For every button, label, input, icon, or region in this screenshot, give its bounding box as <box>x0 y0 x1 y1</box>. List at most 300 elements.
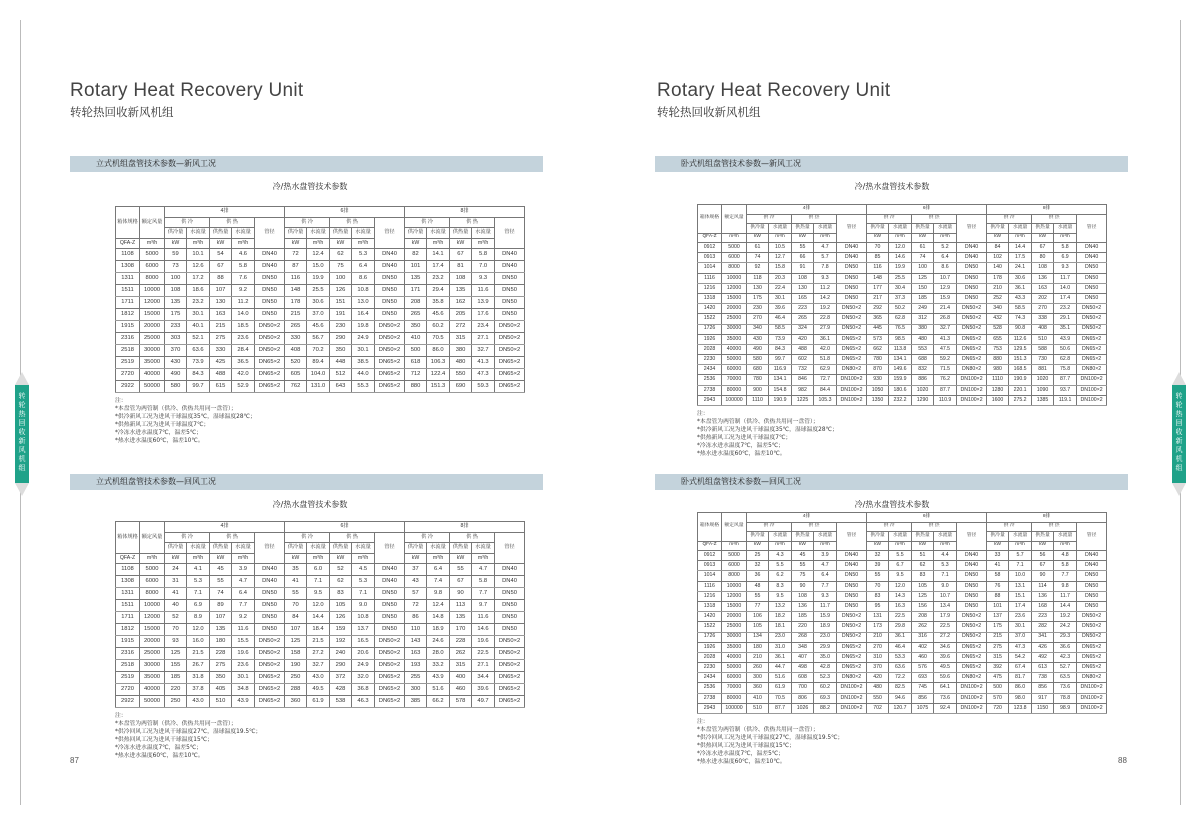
table-cell: 420 <box>792 334 814 344</box>
table-cell: 44.0 <box>352 369 375 381</box>
table-cell: 84.3 <box>769 344 792 354</box>
table-cell: 14.4 <box>1009 243 1032 253</box>
table-cell: DN65×2 <box>957 344 987 354</box>
table-cell: DN65×2 <box>495 696 525 708</box>
table-cell: 44.7 <box>769 663 792 673</box>
table-row <box>116 357 525 369</box>
table-cell: DN40 <box>957 253 987 263</box>
table-cell: 15000 <box>722 293 747 303</box>
unit-model: QFA-Z <box>116 553 140 564</box>
table-cell: 370 <box>867 663 889 673</box>
table-cell: 67 <box>210 261 232 273</box>
table-cell: 7.7 <box>1054 571 1077 581</box>
table-cell: DN40 <box>255 564 285 576</box>
table-cell: DN40 <box>837 551 867 561</box>
table-cell: DN50 <box>957 601 987 611</box>
table-cell: 28.4 <box>232 345 255 357</box>
table-cell: 303 <box>165 333 187 345</box>
table-cell: 52.1 <box>187 333 210 345</box>
table-cell: DN50 <box>255 309 285 321</box>
side-tab-char: 收 <box>18 428 26 436</box>
table-cell: 37.3 <box>889 293 912 303</box>
header-cooling: 供 冷 <box>285 217 330 228</box>
table-cell: 4.5 <box>352 564 375 576</box>
table-cell: 7.4 <box>427 576 450 588</box>
table-cell: DN50×2 <box>957 622 987 632</box>
table-cell: 385 <box>405 696 427 708</box>
table-cell: 7.6 <box>232 273 255 285</box>
header-heating: 供 热 <box>330 217 375 228</box>
header-row-count: 6排 <box>867 513 987 523</box>
table-cell: DN50×2 <box>255 345 285 357</box>
table-cell: 11.7 <box>814 601 837 611</box>
table-cell: 17.6 <box>472 309 495 321</box>
table-cell: 87.7 <box>1054 375 1077 385</box>
table-cell: 36.8 <box>352 684 375 696</box>
table-cell: DN65×2 <box>375 357 405 369</box>
header-pipe: 管径 <box>1077 522 1107 551</box>
table-cell: 85 <box>867 253 889 263</box>
table-cell: 73.6 <box>934 693 957 703</box>
table-cell: 693 <box>912 673 934 683</box>
table-cell: 55 <box>792 243 814 253</box>
table-cell: 2738 <box>698 693 722 703</box>
table-cell: 4.7 <box>472 564 495 576</box>
page-title-en: Rotary Heat Recovery Unit <box>70 80 304 101</box>
table-cell: DN50×2 <box>1077 324 1107 334</box>
table-cell: 16.4 <box>352 309 375 321</box>
header-row-count: 6排 <box>285 522 405 533</box>
table-cell: 4.7 <box>814 561 837 571</box>
table-cell: 86 <box>405 612 427 624</box>
table-cell: 32.7 <box>934 324 957 334</box>
side-tab-char: 轮 <box>1175 401 1183 409</box>
table-cell: 80 <box>1032 253 1054 263</box>
table-cell: 39.6 <box>472 684 495 696</box>
table-cell: 19.6 <box>472 636 495 648</box>
table-cell: 37.0 <box>307 309 330 321</box>
table-cell: 73 <box>165 261 187 273</box>
table-cell: 72 <box>285 249 307 261</box>
table-cell: DN40 <box>375 261 405 273</box>
table-cell: 95 <box>867 601 889 611</box>
table-cell: 1026 <box>792 703 814 713</box>
table-cell: 550 <box>867 693 889 703</box>
table-cell: 500 <box>987 683 1009 693</box>
table-cell: 185 <box>912 293 934 303</box>
table-cell: DN50×2 <box>255 660 285 672</box>
table-cell: 220 <box>792 622 814 632</box>
table-cell: 220 <box>165 684 187 696</box>
table-cell: 100 <box>912 263 934 273</box>
unit-flow: m³/h <box>352 238 375 249</box>
table-cell: 1116 <box>698 581 722 591</box>
table-cell: 32.0 <box>352 672 375 684</box>
table-cell: 324 <box>792 324 814 334</box>
table-cell: DN50 <box>1077 571 1107 581</box>
header-cool-cap: 供冷量 <box>987 532 1009 542</box>
table-cell: 40 <box>165 600 187 612</box>
table-cell: 7.7 <box>814 581 837 591</box>
table-cell: 7.1 <box>934 571 957 581</box>
table-cell: 588 <box>1032 344 1054 354</box>
table-cell: 25000 <box>140 333 165 345</box>
table-row <box>116 321 525 333</box>
table-cell: 688 <box>912 355 934 365</box>
table-cell: 67 <box>450 249 472 261</box>
table-cell: 22.5 <box>889 612 912 622</box>
table-cell: 16.0 <box>187 636 210 648</box>
table-cell: 14.0 <box>232 309 255 321</box>
table-row <box>698 652 1107 662</box>
table-cell: 23.4 <box>472 321 495 333</box>
table-cell: 171 <box>405 285 427 297</box>
table-cell: 125 <box>165 648 187 660</box>
side-tab-text <box>15 385 29 473</box>
table-cell: 1014 <box>698 571 722 581</box>
table-row <box>116 660 525 672</box>
table-cell: 9.2 <box>232 285 255 297</box>
table-cell: 108 <box>792 591 814 601</box>
unit-flow: m³/h <box>1009 233 1032 243</box>
table-cell: 5000 <box>722 551 747 561</box>
table-cell: 12000 <box>140 612 165 624</box>
unit-airflow: m³/h <box>722 233 747 243</box>
table-cell: 420 <box>867 673 889 683</box>
unit-flow: m³/h <box>1009 541 1032 551</box>
table-cell: 690 <box>450 381 472 393</box>
table-cell: 23.6 <box>232 660 255 672</box>
table-cell: 22.5 <box>934 622 957 632</box>
table-cell: 762 <box>285 381 307 393</box>
table-cell: 9.3 <box>472 273 495 285</box>
table-cell: 8.9 <box>187 612 210 624</box>
table-cell: 75 <box>330 261 352 273</box>
table-cell: DN65×2 <box>837 652 867 662</box>
table-cell: 15.0 <box>307 261 330 273</box>
table-cell: 9.5 <box>307 588 330 600</box>
table-cell: 5000 <box>140 249 165 261</box>
table-row <box>116 309 525 321</box>
table-cell: 165 <box>792 293 814 303</box>
table-cell: DN50 <box>837 591 867 601</box>
side-tab-char: 热 <box>18 410 26 418</box>
table-cell: 185 <box>792 612 814 622</box>
table-cell: 41.3 <box>934 334 957 344</box>
table-row <box>116 345 525 357</box>
table-cell: 5.7 <box>814 253 837 263</box>
table-cell: DN50×2 <box>375 636 405 648</box>
table-cell: 1318 <box>698 601 722 611</box>
table-cell: 17.5 <box>1009 253 1032 263</box>
table-cell: 22.5 <box>472 648 495 660</box>
table-cell: 426 <box>1032 642 1054 652</box>
side-tab-char: 热 <box>1175 410 1183 418</box>
header-heating: 供 热 <box>792 522 837 532</box>
table-cell: 880 <box>987 355 1009 365</box>
tab-arrow-top <box>15 372 29 385</box>
table-cell: 54.2 <box>1009 652 1032 662</box>
table-cell: 341 <box>1032 632 1054 642</box>
table-cell: 15000 <box>722 601 747 611</box>
table-cell: 116.9 <box>769 365 792 375</box>
note-line: *冷冻水进水温度7℃，温差5℃； <box>697 443 785 449</box>
unit-kw: kW <box>285 238 307 249</box>
table-row <box>698 334 1107 344</box>
table-cell: 870 <box>867 365 889 375</box>
table-cell: DN50×2 <box>375 345 405 357</box>
table-cell: 19.2 <box>1054 612 1077 622</box>
table-cell: 2518 <box>116 660 140 672</box>
table-cell: DN65×2 <box>255 684 285 696</box>
table-cell: 13.0 <box>352 297 375 309</box>
table-cell: 8000 <box>140 588 165 600</box>
header-water-flow: 水流量 <box>187 228 210 239</box>
header-cool-cap: 供冷量 <box>285 543 307 554</box>
table-cell: 288 <box>285 684 307 696</box>
table-cell: 60.2 <box>427 321 450 333</box>
table-cell: 500 <box>405 345 427 357</box>
header-cooling: 供 冷 <box>867 214 912 224</box>
table-cell: 0913 <box>698 253 722 263</box>
table-cell: 6.4 <box>814 571 837 581</box>
note-line: *冷冻水进水温度7℃，温差5℃； <box>697 751 785 757</box>
table-cell: 21.5 <box>307 636 330 648</box>
table-cell: 90.8 <box>1009 324 1032 334</box>
table-cell: 745 <box>912 683 934 693</box>
table-cell: DN50 <box>837 581 867 591</box>
table-row <box>698 263 1107 273</box>
table-row <box>698 314 1107 324</box>
header-water-flow: 水流量 <box>232 543 255 554</box>
table-cell: 720 <box>987 703 1009 713</box>
table-cell: 460 <box>450 684 472 696</box>
table-cell: 24.1 <box>1009 263 1032 273</box>
table-cell: DN50 <box>255 588 285 600</box>
table-cell: 407 <box>792 652 814 662</box>
table-cell: DN50 <box>255 285 285 297</box>
table-cell: DN50 <box>1077 293 1107 303</box>
table-cell: 573 <box>867 334 889 344</box>
note-line: *热水进水温度60℃，温差10℃。 <box>115 753 204 759</box>
table-cell: 6.4 <box>934 253 957 263</box>
unit-flow: m³/h <box>472 553 495 564</box>
table-cell: 250 <box>285 672 307 684</box>
table-cell: DN100×2 <box>837 703 867 713</box>
table-cell: 1108 <box>116 249 140 261</box>
table-cell: 20.6 <box>352 648 375 660</box>
table-cell: 9.0 <box>934 581 957 591</box>
table-cell: 2922 <box>116 696 140 708</box>
table-cell: 23.0 <box>769 632 792 642</box>
table-row <box>698 395 1107 405</box>
header-water-flow: 水流量 <box>769 532 792 542</box>
header-row-count: 8排 <box>405 522 525 533</box>
table-cell: 930 <box>867 375 889 385</box>
table-cell: 32.7 <box>307 660 330 672</box>
table-cell: 1711 <box>116 612 140 624</box>
table-cell: 50.6 <box>1054 344 1077 354</box>
table-cell: DN100×2 <box>1077 385 1107 395</box>
header-heat-cap: 供热量 <box>450 228 472 239</box>
table-cell: 365 <box>867 314 889 324</box>
unit-flow: m³/h <box>187 238 210 249</box>
table-cell: 2316 <box>116 333 140 345</box>
table-cell: 23.2 <box>427 273 450 285</box>
note-line: *热水进水温度60℃，温差10℃。 <box>115 438 204 444</box>
table-cell: 445 <box>867 324 889 334</box>
table-row <box>698 601 1107 611</box>
table-cell: DN65×2 <box>255 381 285 393</box>
table-cell: 175 <box>747 293 769 303</box>
table-cell: 432 <box>987 314 1009 324</box>
note-line: *供冷新风工况为进风干球温度35℃，湿球温度28℃； <box>697 427 838 433</box>
table-cell: 148 <box>867 273 889 283</box>
table-row <box>116 696 525 708</box>
table-cell: 43.9 <box>427 672 450 684</box>
header-model: 箱体规格 <box>698 513 722 542</box>
table-cell: 208 <box>405 297 427 309</box>
table-cell: 135 <box>165 297 187 309</box>
table-cell: DN50×2 <box>837 612 867 622</box>
table-cell: 29.1 <box>1054 314 1077 324</box>
table-cell: DN50 <box>255 600 285 612</box>
table-cell: DN50 <box>495 624 525 636</box>
table-cell: 570 <box>987 693 1009 703</box>
unit-kw: kW <box>792 233 814 243</box>
table-cell: 8000 <box>722 571 747 581</box>
header-airflow: 额定风量 <box>722 513 747 542</box>
table-cell: 84.3 <box>187 369 210 381</box>
note-line: *热水进水温度60℃，温差10℃。 <box>697 759 786 765</box>
table-cell: DN50×2 <box>1077 304 1107 314</box>
table-cell: 19.6 <box>232 648 255 660</box>
table-cell: 1711 <box>116 297 140 309</box>
unit-model: QFA-Z <box>698 233 722 243</box>
table-cell: 70000 <box>722 375 747 385</box>
table-cell: 1812 <box>116 309 140 321</box>
table-cell: DN65×2 <box>375 696 405 708</box>
table-cell: 2316 <box>116 648 140 660</box>
table-cell: DN50×2 <box>1077 622 1107 632</box>
table-cell: 88.2 <box>814 703 837 713</box>
table-cell: 36.1 <box>814 334 837 344</box>
table-cell: 41 <box>987 561 1009 571</box>
table-cell: 34.4 <box>472 672 495 684</box>
table-row <box>698 581 1107 591</box>
unit-flow: m³/h <box>187 553 210 564</box>
table-cell: DN50×2 <box>375 321 405 333</box>
table-cell: 7.0 <box>472 261 495 273</box>
table-cell: 10000 <box>140 285 165 297</box>
table-cell: 89 <box>210 600 232 612</box>
table-cell: 498 <box>792 663 814 673</box>
header-water-flow: 水流量 <box>232 228 255 239</box>
table-cell: 30000 <box>722 324 747 334</box>
table-cell: DN50×2 <box>837 632 867 642</box>
table-cell: 510 <box>1032 334 1054 344</box>
unit-flow: m³/h <box>352 553 375 564</box>
table-cell: 87 <box>285 261 307 273</box>
unit-kw: kW <box>792 541 814 551</box>
table-cell: 107 <box>210 612 232 624</box>
header-water-flow: 水流量 <box>1009 532 1032 542</box>
table-cell: 27.1 <box>472 660 495 672</box>
table-cell: 2028 <box>698 344 722 354</box>
table-cell: 4.6 <box>232 249 255 261</box>
header-cool-cap: 供冷量 <box>867 224 889 234</box>
table-cell: 73.9 <box>187 357 210 369</box>
table-cell: 249 <box>912 304 934 314</box>
right-page <box>600 0 1200 825</box>
table-row <box>116 261 525 273</box>
header-airflow: 额定风量 <box>722 205 747 234</box>
table-cell: 1216 <box>698 591 722 601</box>
table-cell: 11.7 <box>1054 273 1077 283</box>
table-cell: 61.9 <box>769 683 792 693</box>
table-cell: DN50 <box>1077 601 1107 611</box>
table-cell: 98.0 <box>1009 693 1032 703</box>
note-line: 注： <box>115 398 127 404</box>
header-pipe: 管径 <box>837 214 867 243</box>
header-pipe: 管径 <box>375 217 405 249</box>
table-cell: DN50×2 <box>957 612 987 622</box>
table-cell: 806 <box>792 693 814 703</box>
table-cell: 29.9 <box>814 642 837 652</box>
table-cell: DN40 <box>957 243 987 253</box>
table-row <box>698 385 1107 395</box>
table-cell: 780 <box>747 375 769 385</box>
table-cell: 17.4 <box>427 261 450 273</box>
table-caption: 冷/热水盘管技术参数 <box>854 500 930 509</box>
table-cell: 52.3 <box>814 673 837 683</box>
table-row <box>116 249 525 261</box>
table-cell: 732 <box>792 365 814 375</box>
table-cell: 12.0 <box>307 600 330 612</box>
table-cell: 5.5 <box>889 551 912 561</box>
table-cell: 131.0 <box>307 381 330 393</box>
table-cell: 252 <box>987 293 1009 303</box>
table-cell: 14.2 <box>814 293 837 303</box>
table-cell: 30.1 <box>187 309 210 321</box>
table-cell: 538 <box>330 696 352 708</box>
table-cell: DN100×2 <box>1077 395 1107 405</box>
table-cell: DN40 <box>495 576 525 588</box>
table-cell: 6000 <box>722 253 747 263</box>
table-cell: DN50 <box>375 285 405 297</box>
unit-flow: m³/h <box>427 553 450 564</box>
table-cell: 290 <box>330 660 352 672</box>
table-cell: 18.1 <box>769 622 792 632</box>
table-cell: 9.2 <box>232 612 255 624</box>
table-cell: 59.6 <box>934 673 957 683</box>
table-cell: 55 <box>285 588 307 600</box>
table-cell: DN65×2 <box>495 357 525 369</box>
table-row <box>698 365 1107 375</box>
table-cell: 228 <box>450 636 472 648</box>
table-cell: 98.5 <box>889 334 912 344</box>
table-cell: 12.0 <box>889 243 912 253</box>
note-line: *本盘管为两管制（供冷、供热共用同一盘管）； <box>697 727 819 733</box>
header-cooling: 供 冷 <box>747 522 792 532</box>
unit-flow: m³/h <box>934 541 957 551</box>
table-cell: DN50 <box>837 601 867 611</box>
table-cell: 5.7 <box>1009 551 1032 561</box>
table-cell: 228 <box>210 648 232 660</box>
table-cell: 18.5 <box>232 321 255 333</box>
table-cell: 180.6 <box>889 385 912 395</box>
tab-arrow-top <box>1172 372 1186 385</box>
